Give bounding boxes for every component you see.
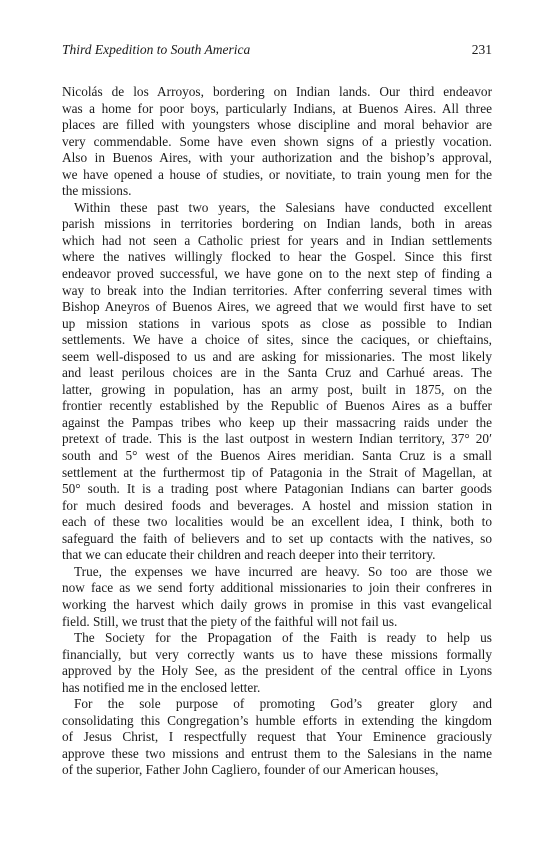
text-line: 50° south. It is a trading post where Patagonian Indians can barter goods [62,481,492,497]
text-line: consolidating this Congregation’s humble efforts in extending the kingdom [62,712,492,728]
text-line: of Jesus Christ, I respectfully request that Your Eminence graciously [62,729,492,745]
text-line: safeguard the faith of believers and to set up contacts with the natives, so [62,530,492,546]
text-line: The Society for the Propagation of the Faith is ready to help us [74,630,492,646]
text-line: places are filled with youngsters whose discipline and moral behavior are [62,117,492,133]
text-line: frontier recently established by the Republic of Buenos Aires as a buffer [62,398,492,414]
text-line: Bishop Aneyros of Buenos Aires, we agreed that we would first have to set [62,299,492,315]
running-header [62,42,492,60]
text-line: endeavor proved successful, we have gone on to the next step of finding a [62,266,492,282]
text-line: and least perilous choices are in the Santa Cruz and Carhué areas. The [62,365,492,381]
body-text [62,84,492,779]
text-line: for much desired foods and beverages. A hostel and mission station in [62,497,492,513]
page-number: 231 [471,42,492,57]
text-line: approve these two missions and entrust them to the Salesians in the name [62,745,492,761]
text-line: settlement at the furthermost tip of Patagonia in the Strait of Magellan, at [62,464,492,480]
text-line: True, the expenses we have incurred are heavy. So too are those we [74,563,492,579]
text-line: field. Still, we trust that the piety of the faithful will not fail us. [62,613,398,629]
text-line: working the harvest which daily grows in promise in this vast evangelical [62,596,492,612]
text-line: parish missions in territories bordering on Indian lands, both in areas [62,216,492,232]
text-line: very commendable. Some have even shown signs of a priestly vocation. [62,133,492,149]
text-line: Nicolás de los Arroyos, bordering on Indian lands. Our third endeavor [62,84,492,99]
text-line: now face as we send forty additional missionaries to join their confreres in [62,580,492,596]
text-line: financially, but very correctly wants us to have these missions formally [62,646,492,662]
text-line: settlements. We have a choice of sites, since the caciques, or chieftains, [62,332,492,348]
text-line: was a home for poor boys, particularly Indians, at Buenos Aires. All three [62,100,492,116]
text-line: seem well-disposed to us and are asking for missionaries. The most likely [62,348,492,364]
text-line: Also in Buenos Aires, with your authorization and the bishop’s approval, [62,150,492,166]
text-line: latter, growing in population, has an army post, built in 1875, on the [62,381,492,397]
text-line: where the natives willingly flocked to hear the Gospel. Since this first [62,249,492,265]
text-line: up mission stations in various spots as close as possible to Indian [62,315,492,331]
text-line: pretext of trade. This is the last outpost in western Indian territory, 37° 20′ [62,431,492,447]
text-line: which had not seen a Catholic priest for years and in Indian settlements [62,232,492,248]
text-line: has notified me in the enclosed letter. [62,679,261,695]
text-line: south and 5° west of the Buenos Aires meridian. Santa Cruz is a small [62,448,492,464]
text-line: the missions. [62,183,132,199]
text-line: each of these two localities would be an excellent idea, I think, both to [62,514,492,530]
text-line: that we can educate their children and reach deeper into their territory. [62,547,436,563]
text-line: Within these past two years, the Salesians have conducted excellent [74,199,492,215]
running-title: Third Expedition to South America [62,42,251,57]
text-line: we have opened a house of studies, or novitiate, to train young men for the [62,166,492,182]
text-line: approved by the Holy See, as the president of the central office in Lyons [62,663,492,679]
text-line: For the sole purpose of promoting God’s greater glory and [74,696,492,712]
text-line: against the Pampas tribes who keep up their massacring raids under the [62,414,492,430]
text-line: of the superior, Father John Cagliero, founder of our American houses, [62,762,439,778]
text-line: way to break into the Indian territories. After conferring several times with [62,282,492,298]
